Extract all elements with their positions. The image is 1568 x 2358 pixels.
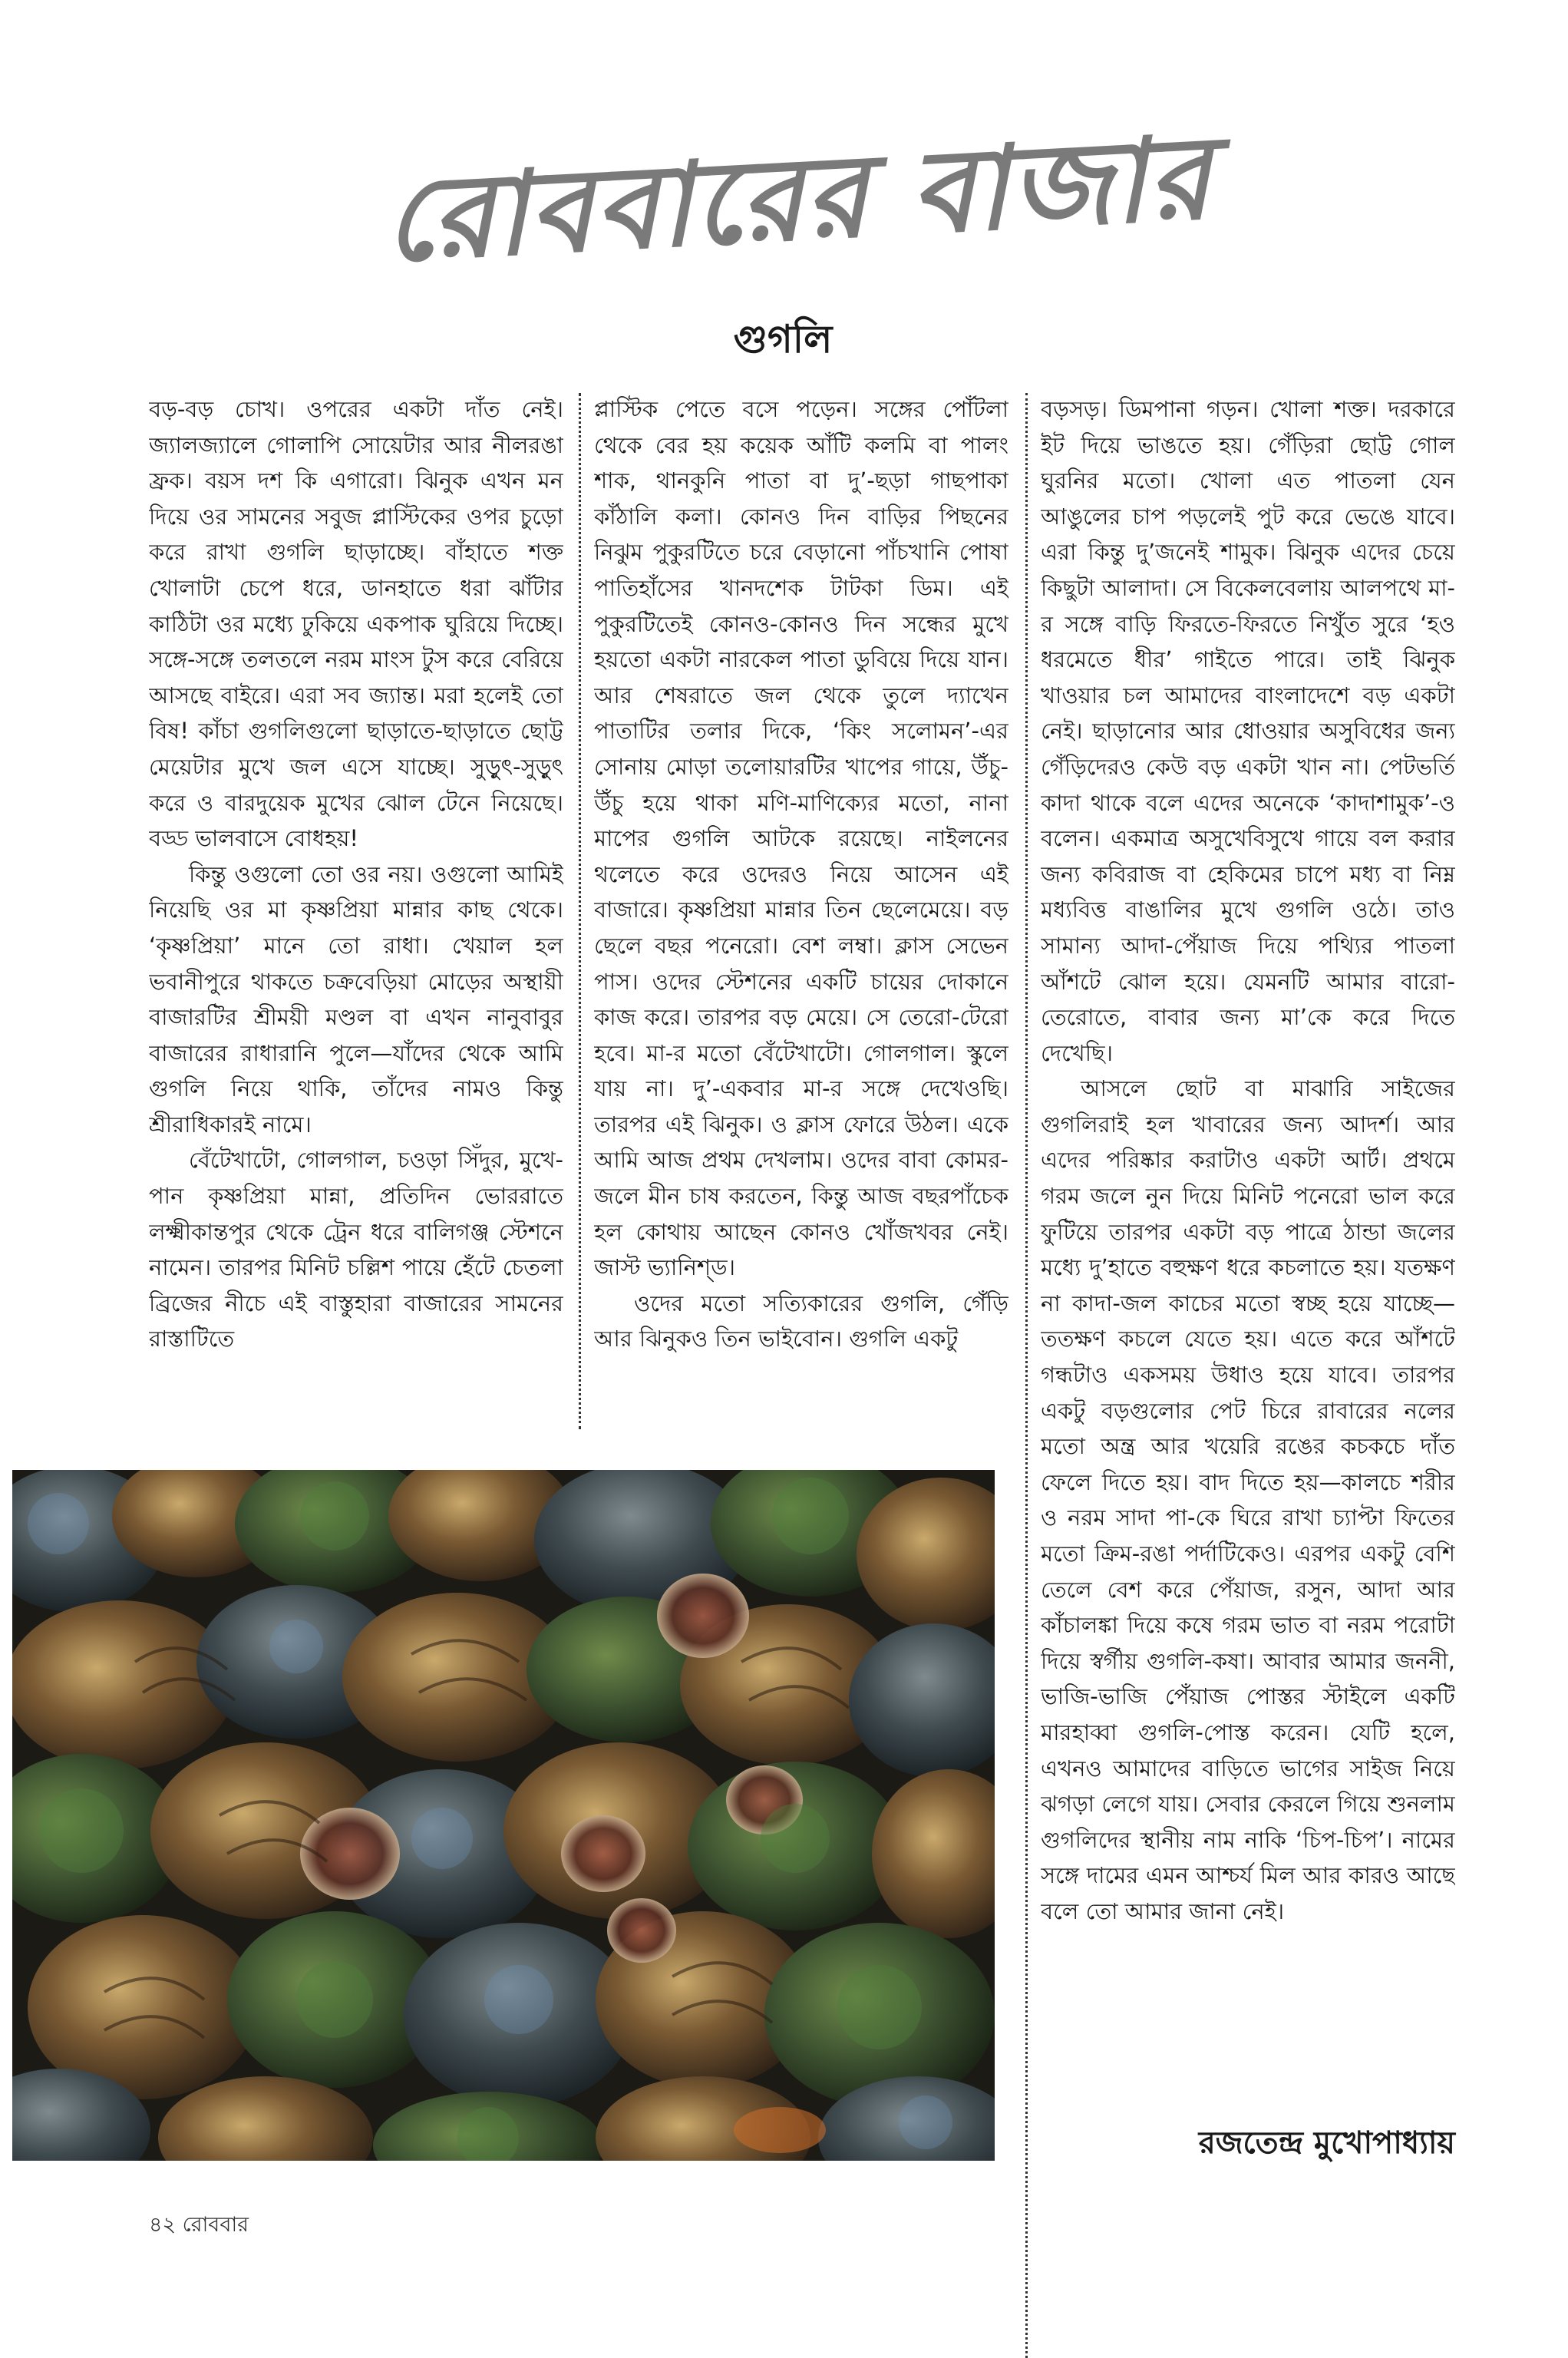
article-column-2 bbox=[594, 391, 1008, 1424]
article-title: গুগলি bbox=[733, 317, 833, 362]
page-footer: ৪২ রোববার bbox=[149, 2213, 249, 2237]
paragraph: বড়সড়। ডিমপানা গড়ন। খোলা শক্ত। দরকারে ইট দিয়ে ভাঙতে হয়। গেঁড়িরা ছোট্ট গোল ঘুরনির মতো। খোলা এত পাতলা যেন আঙুলের চাপ পড়লেই পুট করে ভেঙে যাবে। এরা কিন্তু দু’জনেই শামুক। ঝিনুক এদের চেয়ে কিছুটা আলাদা। সে বিকেলবেলায় আলপথে মা-র সঙ্গে বাড়ি ফিরতে-ফিরতে নিখুঁত সুরে ‘হও ধরমেতে ধীর’ গাইতে পারে। তাই ঝিনুক খাওয়ার চল আমাদের বাংলাদেশে বড় একটা নেই। ছাড়ানোর আর ধোওয়ার অসুবিধের জন্য গেঁড়িদেরও কেউ বড় একটা খান না। পেটভর্তি কাদা থাকে বলে এদের অনেকে ‘কাদাশামুক’-ও বলেন। একমাত্র অসুখেবিসুখে গায়ে বল করার জন্য কবিরাজ বা হেকিমের চাপে মধ্য বা নিম্ন মধ্যবিত্ত বাঙালির মুখে গুগলি ওঠে। তাও সামান্য আদা-পেঁয়াজ দিয়ে পথ্যির পাতলা আঁশটে ঝোল হয়ে। যেমনটি আমার বারো-তেরোতে, বাবার জন্য মা’কে করে দিতে দেখেছি। bbox=[1041, 396, 1455, 1066]
article-column-3 bbox=[1041, 391, 1455, 2065]
paragraph: বেঁটেখাটো, গোলগাল, চওড়া সিঁদুর, মুখে-পান কৃষ্ণপ্রিয়া মান্না, প্রতিদিন ভোররাতে লক্ষ্মীকান্তপুর থেকে ট্রেন ধরে বালিগঞ্জ স্টেশনে নামেন। তারপর মিনিট চল্লিশ পায়ে হেঁটে চেতলা ব্রিজের নীচে এই বাস্তুহারা বাজারের সামনের রাস্তাটিতে bbox=[149, 1147, 563, 1352]
snails-photo bbox=[12, 1470, 995, 2161]
paragraph: বড়-বড় চোখ। ওপরের একটা দাঁত নেই। জ্যালজ্যালে গোলাপি সোয়েটার আর নীলরঙা ফ্রক। বয়স দশ কি এগারো। ঝিনুক এখন মন দিয়ে ওর সামনের সবুজ প্লাস্টিকের ওপর চুড়ো করে রাখা গুগলি ছাড়াচ্ছে। বাঁহাতে শক্ত খোলাটা চেপে ধরে, ডানহাতে ধরা ঝাঁটার কাঠিটা ওর মধ্যে ঢুকিয়ে একপাক ঘুরিয়ে দিচ্ছে। সঙ্গে-সঙ্গে তলতলে নরম মাংস টুস করে বেরিয়ে আসছে বাইরে। এরা সব জ্যান্ত। মরা হলেই তো বিষ! কাঁচা গুগলিগুলো ছাড়াতে-ছাড়াতে ছোট্ট মেয়েটার মুখে জল এসে যাচ্ছে। সুড়ুৎ-সুড়ুৎ করে ও বারদুয়েক মুখের ঝোল টেনে নিয়েছে। বড্ড ভালবাসে বোধহয়! bbox=[149, 396, 563, 852]
column-divider bbox=[579, 393, 581, 1429]
article-column-1 bbox=[149, 391, 563, 1424]
column-divider bbox=[1025, 393, 1028, 2358]
paragraph: আসলে ছোট বা মাঝারি সাইজের গুগলিরাই হল খাবারের জন্য আদর্শ। আর এদের পরিষ্কার করাটাও একটা আর্ট। প্রথমে গরম জলে নুন দিয়ে মিনিট পনেরো ভাল করে ফুটিয়ে তারপর একটা বড় পাত্রে ঠান্ডা জলের মধ্যে দু’হাতে বহুক্ষণ ধরে কচলাতে হয়। যতক্ষণ না কাদা-জল কাচের মতো স্বচ্ছ হয়ে যাচ্ছে—ততক্ষণ কচলে যেতে হয়। এতে করে আঁশটে গন্ধটাও একসময় উধাও হয়ে যাবে। তারপর একটু বড়গুলোর পেট চিরে রাবারের নলের মতো অন্ত্র আর খয়েরি রঙের কচকচে দাঁত ফেলে দিতে হয়। বাদ দিতে হয়—কালচে শরীর ও নরম সাদা পা-কে ঘিরে রাখা চ্যাপ্টা ফিতের মতো ক্রিম-রঙা পর্দাটিকেও। এরপর একটু বেশি তেলে বেশ করে পেঁয়াজ, রসুন, আদা আর কাঁচালঙ্কা দিয়ে কষে গরম ভাত বা নরম পরোটা দিয়ে স্বর্গীয় গুগলি-কষা। আবার আমার জননী, ভাজি-ভাজি পেঁয়াজ পোস্তর স্টাইলে একটি মারহাব্বা গুগলি-পোস্ত করেন। যেটি হলে, এখনও আমাদের বাড়িতে ভাগের সাইজ নিয়ে ঝগড়া লেগে যায়। সেবার কেরলে গিয়ে শুনলাম গুগলিদের স্থানীয় নাম নাকি ‘চিপ-চিপ’। নামের সঙ্গে দামের এমন আশ্চর্য মিল আর কারও আছে বলে তো আমার জানা নেই। bbox=[1041, 1075, 1455, 1924]
orange-glint bbox=[734, 2107, 826, 2153]
paragraph: ওদের মতো সত্যিকারের গুগলি, গেঁড়ি আর ঝিনুকও তিন ভাইবোন। গুগলি একটু bbox=[594, 1290, 1008, 1352]
paragraph: কিন্তু ওগুলো তো ওর নয়। ওগুলো আমিই নিয়েছি ওর মা কৃষ্ণপ্রিয়া মান্নার কাছ থেকে। ‘কৃষ্ণপ্রিয়া’ মানে তো রাধা। খেয়াল হল ভবানীপুরে থাকতে চক্রবেড়িয়া মোড়ের অস্থায়ী বাজারটির শ্রীময়ী মণ্ডল বা এখন নানুবাবুর বাজারের রাধারানি পুলে—যাঁদের থেকে আমি গুগলি নিয়ে থাকি, তাঁদের নামও কিন্তু শ্রীরাধিকারই নামে। bbox=[149, 860, 563, 1138]
masthead bbox=[380, 109, 1216, 296]
masthead-logo: রোববারের বাজার bbox=[380, 109, 1216, 289]
paragraph: প্লাস্টিক পেতে বসে পড়েন। সঙ্গের পোঁটলা থেকে বের হয় কয়েক আঁটি কলমি বা পালং শাক, থানকুনি পাতা বা দু’-ছড়া গাছপাকা কাঁঠালি কলা। কোনও দিন বাড়ির পিছনের নিঝুম পুকুরটিতে চরে বেড়ানো পাঁচখানি পোষা পাতিহাঁসের খানদশেক টাটকা ডিম। এই পুকুরটিতেই কোনও-কোনও দিন সন্ধের মুখে হয়তো একটা নারকেল পাতা ডুবিয়ে দিয়ে যান। আর শেষরাতে জল থেকে তুলে দ্যাখেন পাতাটির তলার দিকে, ‘কিং সলোমন’-এর সোনায় মোড়া তলোয়ারটির খাপের গায়ে, উঁচু-উঁচু হয়ে থাকা মণি-মাণিক্যের মতো, নানা মাপের গুগলি আটকে রয়েছে। নাইলনের থলেতে করে ওদেরও নিয়ে আসেন এই বাজারে। কৃষ্ণপ্রিয়া মান্নার তিন ছেলেমেয়ে। বড় ছেলে বছর পনেরো। বেশ লম্বা। ক্লাস সেভেন পাস। ওদের স্টেশনের একটি চায়ের দোকানে কাজ করে। তারপর বড় মেয়ে। সে তেরো-টেরো হবে। মা-র মতো বেঁটেখাটো। গোলগাল। স্কুলে যায় না। দু’-একবার মা-র সঙ্গে দেখেওছি। তারপর এই ঝিনুক। ও ক্লাস ফোরে উঠল। একে আমি আজ প্রথম দেখলাম। ওদের বাবা কোমর-জলে মীন চাষ করতেন, কিন্তু আজ বছরপাঁচেক হল কোথায় আছেন কোনও খোঁজখবর নেই। জাস্ট ভ্যানিশ্‌ড। bbox=[594, 396, 1008, 1281]
author-name: রজতেন্দ্র মুখোপাধ্যায় bbox=[1198, 2125, 1455, 2161]
